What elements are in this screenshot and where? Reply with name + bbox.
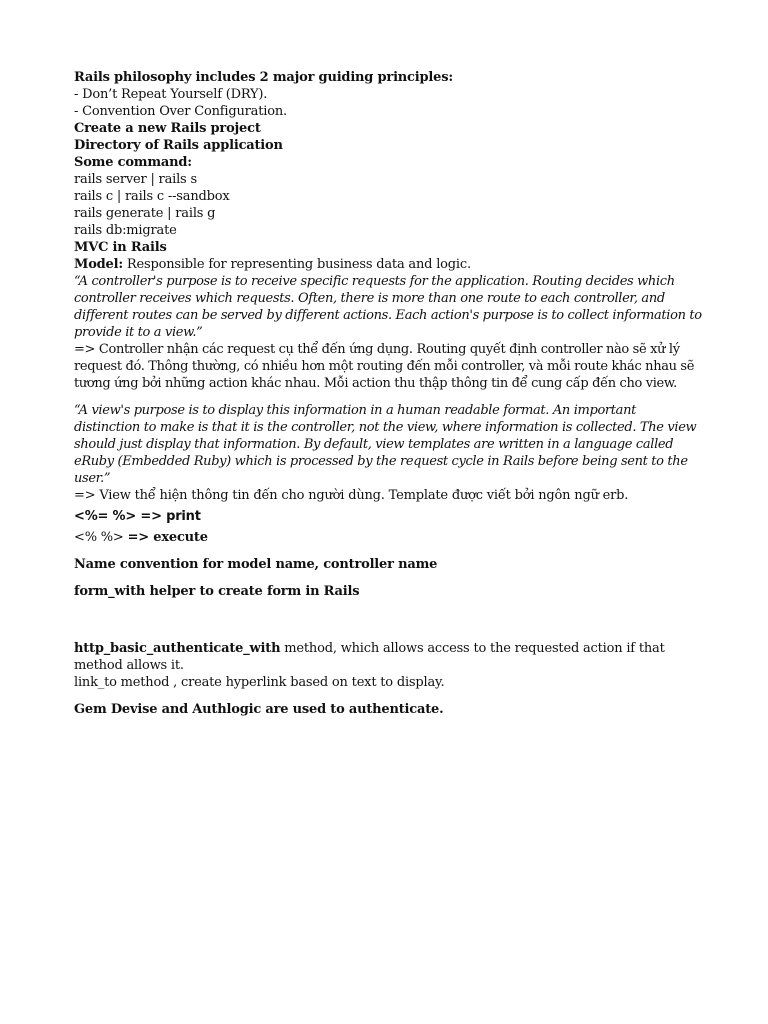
principle-convention: - Convention Over Configuration. [74, 104, 287, 119]
auth-method [74, 640, 704, 674]
command-item: rails c | rails c --sandbox [74, 189, 230, 204]
model-definition [74, 256, 704, 273]
controller-quote: “A controller's purpose is to receive specific requests for the application. Routing decides which controller receives which requests. Often, there is more than one route to each controller, and different routes can be served by different actions. Each action's purpose is to collect information to provide it to a view.” [74, 274, 702, 340]
mvc-heading: MVC in Rails [74, 240, 167, 255]
command-item: rails db:migrate [74, 223, 177, 238]
naming-heading: Name convention for model name, controller name [74, 557, 438, 572]
spacer [74, 600, 704, 640]
auth-method-text: method, which allows access to the requested action if that method allows it. [74, 641, 665, 673]
spacer [74, 546, 704, 556]
commands-heading: Some command: [74, 155, 192, 170]
auth-method-name: http_basic_authenticate_with [74, 641, 281, 656]
model-text: Responsible for representing business data and logic. [126, 257, 471, 272]
view-quote: “A view's purpose is to display this information in a human readable format. An important distinction to make is that it is the controller, not the view, where information is collected. The view should just display that information. By default, view templates are written in a language called eRuby (Embedded Ruby) which is processed by the request cycle in Rails before being sent to the user.” [74, 403, 697, 486]
create-project-heading: Create a new Rails project [74, 121, 261, 136]
form-with-heading: form_with helper to create form in Rails [74, 584, 360, 599]
erb-execute-text: => execute [127, 530, 208, 545]
erb-print-text: => print [140, 509, 201, 524]
command-item: rails server | rails s [74, 172, 197, 187]
command-item: rails generate | rails g [74, 206, 216, 221]
model-label: Model: [74, 257, 123, 272]
link-to-text: link_to method , create hyperlink based on text to display. [74, 675, 445, 690]
controller-note: => Controller nhận các request cụ thể đến ứng dụng. Routing quyết định controller nào sẽ xử lý request đó. Thông thường, có nhiều hơn một routing đến mỗi controller, và mỗi route khác nhau sẽ tương ứng bởi những action khác nhau. Mỗi action thu thập thông tin để cung cấp đến cho view. [74, 342, 695, 391]
spacer [74, 691, 704, 701]
erb-print-tag: <%= %> [74, 509, 137, 524]
gems-heading: Gem Devise and Authlogic are used to authenticate. [74, 702, 444, 717]
erb-print [74, 508, 704, 525]
document-body [74, 69, 704, 718]
spacer [74, 392, 704, 402]
spacer [74, 573, 704, 583]
directory-heading: Directory of Rails application [74, 138, 283, 153]
view-note: => View thể hiện thông tin đến cho người dùng. Template được viết bởi ngôn ngữ erb. [74, 488, 629, 503]
principles-heading: Rails philosophy includes 2 major guiding principles: [74, 70, 453, 85]
principle-dry: - Don’t Repeat Yourself (DRY). [74, 87, 268, 102]
erb-execute [74, 529, 704, 546]
erb-execute-tag: <% %> [74, 530, 124, 545]
